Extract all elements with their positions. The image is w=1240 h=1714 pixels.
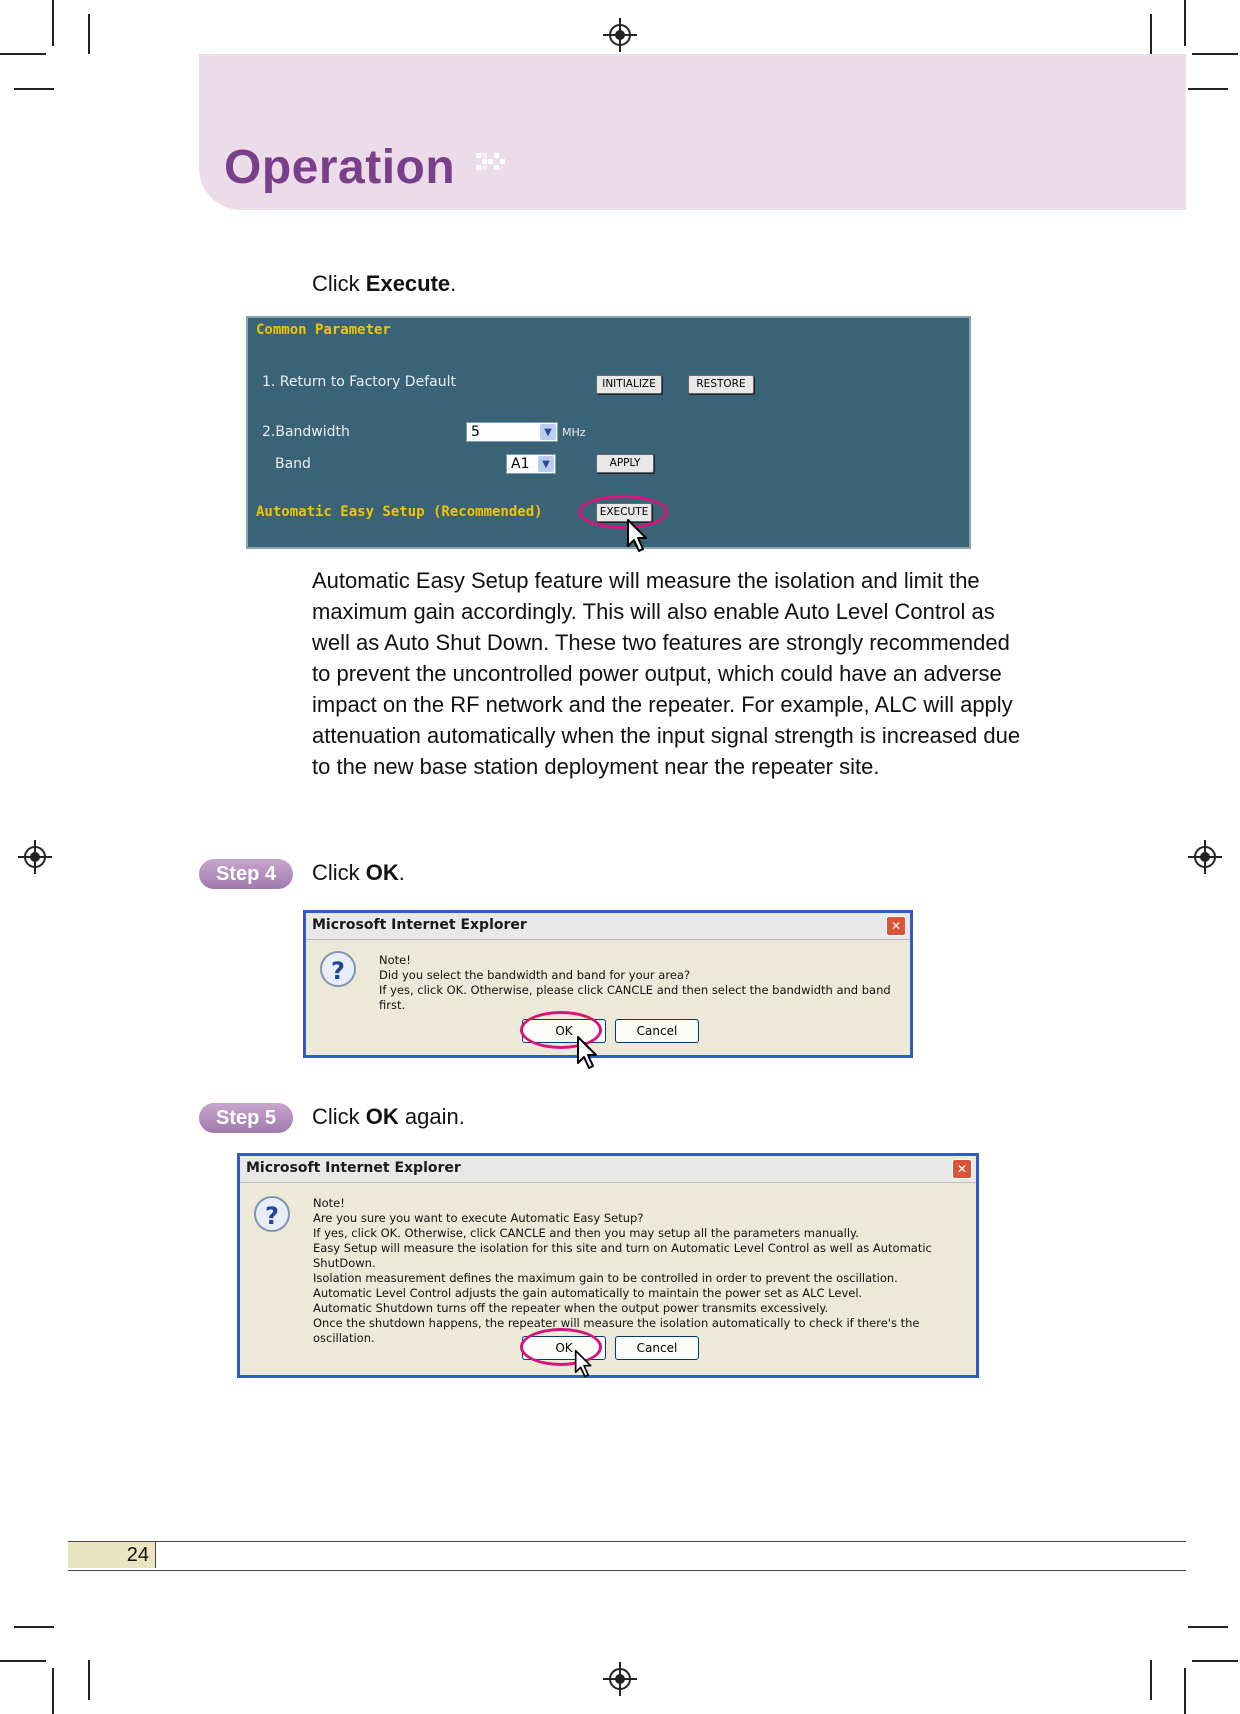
mouse-pointer-icon <box>576 1035 600 1071</box>
cancel-button[interactable]: Cancel <box>615 1019 699 1043</box>
question-icon: ? <box>320 951 356 987</box>
mouse-pointer-icon <box>626 518 650 554</box>
apply-button[interactable]: APPLY <box>596 454 654 473</box>
highlight-ring <box>578 495 668 529</box>
bandwidth-value: 5 <box>471 424 480 440</box>
chevron-down-icon: ▼ <box>540 424 556 440</box>
execute-button[interactable]: EXECUTE <box>596 503 652 522</box>
footer-bar <box>68 1541 1186 1571</box>
restore-button[interactable]: RESTORE <box>688 375 754 394</box>
bandwidth-label: 2.Bandwidth <box>262 424 350 440</box>
initialize-button[interactable]: INITIALIZE <box>596 375 662 394</box>
execute-instruction: Click Execute. <box>312 271 457 296</box>
cancel-button[interactable]: Cancel <box>615 1336 699 1360</box>
automatic-easy-setup-label: Automatic Easy Setup (Recommended) <box>256 504 543 520</box>
step-5-badge: Step 5 <box>199 1103 293 1133</box>
band-value: A1 <box>511 456 530 472</box>
dialog-message: Note! Are you sure you want to execute Automatic Easy Setup? If yes, click OK. Otherwise, click CANCLE and then you may setup all the parameters manually. Easy Setup will measure the isolation for this site and turn on Automatic Level Control as well as Automatic ShutDown. Isolation measurement defines the maximum gain to be controlled in order to prevent the oscillation. Automatic Level Control adjusts the gain automatically to maintain the power set as ALC Level. Automatic Shutdown turns off the repeater when the output power transmits excessively. Once the shutdown happens, the repeater will measure the isolation automatically to check if there's the oscillation. <box>313 1196 932 1345</box>
ok-again-instruction: Click OK again. <box>312 1104 465 1129</box>
question-icon: ? <box>254 1196 290 1232</box>
dialog-title-bar <box>240 1156 976 1183</box>
band-label: Band <box>275 456 311 472</box>
registration-mark-bottom <box>609 1668 631 1690</box>
dialog-message: Note! Did you select the bandwidth and band for your area? If yes, click OK. Otherwise, please click CANCLE and then select the bandwidth and band first. <box>379 953 891 1012</box>
unit-label: MHz <box>562 426 586 439</box>
common-parameter-panel <box>246 316 971 549</box>
dialog-title-bar <box>306 913 910 940</box>
bandwidth-select[interactable] <box>466 422 558 442</box>
chevron-down-icon: ▼ <box>538 456 554 472</box>
dialog-title: Microsoft Internet Explorer <box>312 917 527 933</box>
factory-default-label: 1. Return to Factory Default <box>262 374 456 390</box>
close-icon[interactable]: ✕ <box>952 1159 972 1179</box>
panel-title: Common Parameter <box>256 322 391 338</box>
registration-mark-left <box>24 846 46 868</box>
ok-button[interactable]: OK <box>522 1336 606 1360</box>
description-paragraph: Automatic Easy Setup feature will measure the isolation and limit the maximum gain accordingly. This will also enable Auto Level Control as well as Auto Shut Down. These two features are strongly recommended to prevent the uncontrolled power output, which could have an adverse impact on the RF network and the repeater. For example, ALC will apply attenuation automatically when the input signal strength is increased due to the new base station deployment near the repeater site. <box>312 568 1021 779</box>
registration-mark-right <box>1194 846 1216 868</box>
step-4-badge: Step 4 <box>199 859 293 889</box>
mouse-pointer-icon <box>574 1349 598 1379</box>
dialog-title: Microsoft Internet Explorer <box>246 1160 461 1176</box>
ok-button[interactable]: OK <box>522 1019 606 1043</box>
band-select[interactable] <box>506 454 556 474</box>
confirm-dialog-2 <box>237 1153 979 1378</box>
ok-instruction: Click OK. <box>312 860 405 885</box>
page-number: 24 <box>68 1542 156 1568</box>
confirm-dialog-1 <box>303 910 913 1058</box>
page-title: Operation <box>224 141 456 194</box>
close-icon[interactable]: ✕ <box>886 916 906 936</box>
registration-mark-top <box>609 24 631 46</box>
